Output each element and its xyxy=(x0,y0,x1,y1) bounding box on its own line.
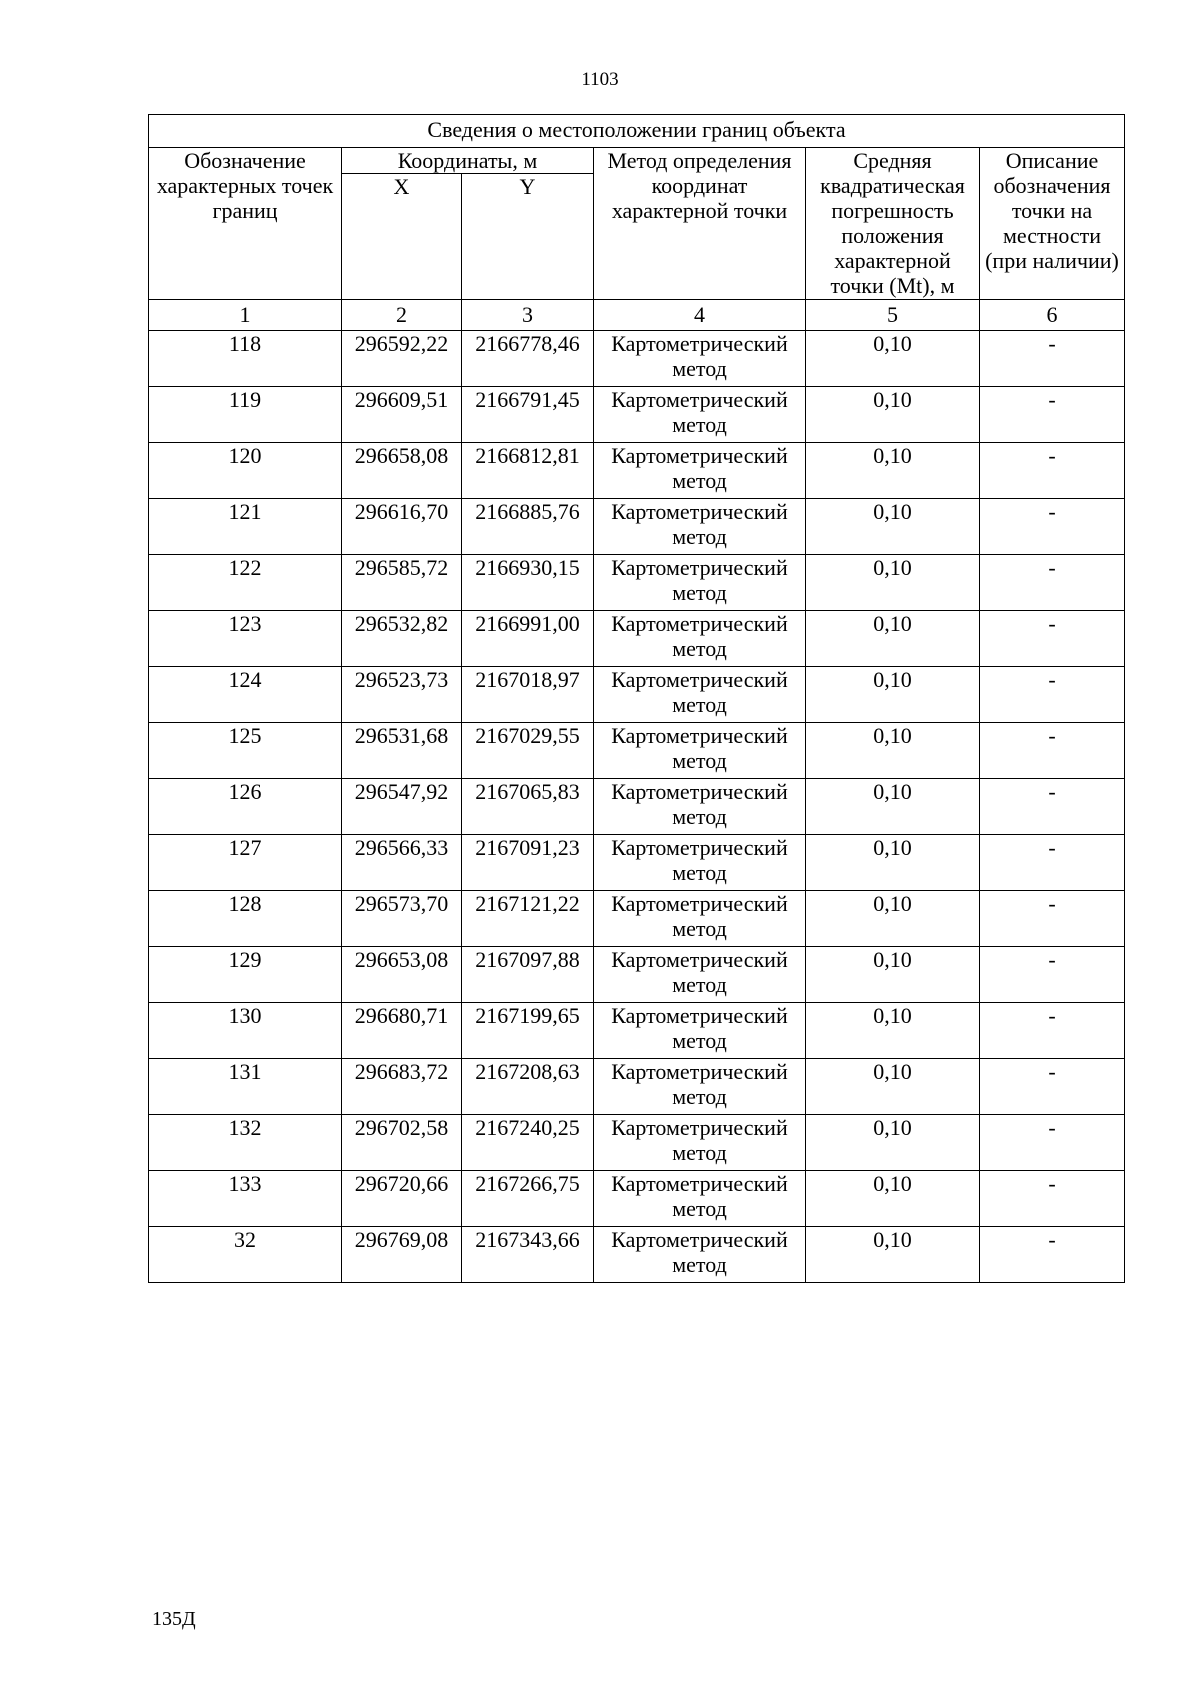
cell-x: 296532,82 xyxy=(342,611,462,667)
cell-error: 0,10 xyxy=(806,891,980,947)
cell-method: Картометрический метод xyxy=(594,499,806,555)
cell-method: Картометрический метод xyxy=(594,891,806,947)
cell-error: 0,10 xyxy=(806,1115,980,1171)
cell-x: 296653,08 xyxy=(342,947,462,1003)
cell-error: 0,10 xyxy=(806,1059,980,1115)
header-description: Описание обозначения точки на местности (при наличии) xyxy=(980,148,1125,300)
column-numbers-row xyxy=(149,300,1125,331)
cell-description: - xyxy=(980,1227,1125,1283)
table-row xyxy=(149,387,1125,443)
header-coordinates: Координаты, м xyxy=(342,148,594,174)
cell-error: 0,10 xyxy=(806,835,980,891)
cell-method: Картометрический метод xyxy=(594,387,806,443)
table-row xyxy=(149,1227,1125,1283)
cell-point: 128 xyxy=(149,891,342,947)
cell-point: 32 xyxy=(149,1227,342,1283)
cell-x: 296573,70 xyxy=(342,891,462,947)
header-x: X xyxy=(342,174,462,300)
cell-point: 133 xyxy=(149,1171,342,1227)
cell-x: 296658,08 xyxy=(342,443,462,499)
cell-error: 0,10 xyxy=(806,723,980,779)
cell-method: Картометрический метод xyxy=(594,835,806,891)
cell-x: 296566,33 xyxy=(342,835,462,891)
cell-y: 2167240,25 xyxy=(462,1115,594,1171)
cell-error: 0,10 xyxy=(806,499,980,555)
cell-point: 131 xyxy=(149,1059,342,1115)
cell-description: - xyxy=(980,331,1125,387)
cell-description: - xyxy=(980,667,1125,723)
cell-y: 2166930,15 xyxy=(462,555,594,611)
column-number: 2 xyxy=(342,300,462,331)
header-error: Средняя квадратическая погрешность положения характерной точки (Mt), м xyxy=(806,148,980,300)
cell-error: 0,10 xyxy=(806,1003,980,1059)
cell-point: 121 xyxy=(149,499,342,555)
column-number: 6 xyxy=(980,300,1125,331)
cell-y: 2166812,81 xyxy=(462,443,594,499)
page-number: 1103 xyxy=(581,69,619,90)
table-row xyxy=(149,1115,1125,1171)
header-point-designation: Обозначение характерных точек границ xyxy=(149,148,342,300)
cell-description: - xyxy=(980,779,1125,835)
column-number: 1 xyxy=(149,300,342,331)
cell-x: 296720,66 xyxy=(342,1171,462,1227)
table-row xyxy=(149,891,1125,947)
cell-point: 132 xyxy=(149,1115,342,1171)
cell-description: - xyxy=(980,1003,1125,1059)
cell-point: 125 xyxy=(149,723,342,779)
cell-y: 2167091,23 xyxy=(462,835,594,891)
cell-method: Картометрический метод xyxy=(594,667,806,723)
cell-description: - xyxy=(980,1115,1125,1171)
cell-description: - xyxy=(980,443,1125,499)
table-row xyxy=(149,947,1125,1003)
cell-point: 123 xyxy=(149,611,342,667)
cell-y: 2167097,88 xyxy=(462,947,594,1003)
cell-y: 2167065,83 xyxy=(462,779,594,835)
cell-point: 124 xyxy=(149,667,342,723)
cell-x: 296680,71 xyxy=(342,1003,462,1059)
cell-description: - xyxy=(980,947,1125,1003)
cell-method: Картометрический метод xyxy=(594,443,806,499)
cell-method: Картометрический метод xyxy=(594,1171,806,1227)
cell-x: 296592,22 xyxy=(342,331,462,387)
table-row xyxy=(149,443,1125,499)
cell-x: 296702,58 xyxy=(342,1115,462,1171)
cell-x: 296683,72 xyxy=(342,1059,462,1115)
cell-y: 2167199,65 xyxy=(462,1003,594,1059)
cell-description: - xyxy=(980,723,1125,779)
cell-error: 0,10 xyxy=(806,667,980,723)
cell-y: 2166778,46 xyxy=(462,331,594,387)
cell-point: 129 xyxy=(149,947,342,1003)
table-row xyxy=(149,1059,1125,1115)
document-code: 135Д xyxy=(152,1608,196,1630)
header-y: Y xyxy=(462,174,594,300)
cell-method: Картометрический метод xyxy=(594,723,806,779)
cell-y: 2166885,76 xyxy=(462,499,594,555)
cell-y: 2167121,22 xyxy=(462,891,594,947)
cell-error: 0,10 xyxy=(806,1227,980,1283)
table-row xyxy=(149,1003,1125,1059)
cell-y: 2167208,63 xyxy=(462,1059,594,1115)
cell-error: 0,10 xyxy=(806,611,980,667)
table-row xyxy=(149,611,1125,667)
table-row xyxy=(149,499,1125,555)
cell-y: 2167343,66 xyxy=(462,1227,594,1283)
cell-point: 120 xyxy=(149,443,342,499)
table-row xyxy=(149,555,1125,611)
cell-method: Картометрический метод xyxy=(594,947,806,1003)
table-title: Сведения о местоположении границ объекта xyxy=(149,115,1125,148)
cell-point: 126 xyxy=(149,779,342,835)
cell-point: 127 xyxy=(149,835,342,891)
cell-error: 0,10 xyxy=(806,555,980,611)
cell-method: Картометрический метод xyxy=(594,555,806,611)
cell-point: 130 xyxy=(149,1003,342,1059)
cell-description: - xyxy=(980,891,1125,947)
cell-error: 0,10 xyxy=(806,947,980,1003)
cell-y: 2166791,45 xyxy=(462,387,594,443)
cell-description: - xyxy=(980,611,1125,667)
column-number: 4 xyxy=(594,300,806,331)
cell-description: - xyxy=(980,387,1125,443)
table-row xyxy=(149,331,1125,387)
cell-method: Картометрический метод xyxy=(594,1115,806,1171)
cell-description: - xyxy=(980,499,1125,555)
cell-point: 119 xyxy=(149,387,342,443)
cell-description: - xyxy=(980,1059,1125,1115)
cell-method: Картометрический метод xyxy=(594,1003,806,1059)
cell-x: 296531,68 xyxy=(342,723,462,779)
column-number: 5 xyxy=(806,300,980,331)
column-number: 3 xyxy=(462,300,594,331)
cell-x: 296547,92 xyxy=(342,779,462,835)
cell-x: 296616,70 xyxy=(342,499,462,555)
cell-method: Картометрический метод xyxy=(594,779,806,835)
table-row xyxy=(149,835,1125,891)
table-row xyxy=(149,723,1125,779)
cell-x: 296585,72 xyxy=(342,555,462,611)
cell-error: 0,10 xyxy=(806,1171,980,1227)
cell-y: 2166991,00 xyxy=(462,611,594,667)
cell-x: 296523,73 xyxy=(342,667,462,723)
cell-method: Картометрический метод xyxy=(594,1227,806,1283)
cell-y: 2167018,97 xyxy=(462,667,594,723)
cell-description: - xyxy=(980,555,1125,611)
cell-error: 0,10 xyxy=(806,779,980,835)
cell-method: Картометрический метод xyxy=(594,331,806,387)
table-row xyxy=(149,779,1125,835)
cell-point: 122 xyxy=(149,555,342,611)
cell-x: 296609,51 xyxy=(342,387,462,443)
table-row xyxy=(149,1171,1125,1227)
cell-description: - xyxy=(980,1171,1125,1227)
cell-method: Картометрический метод xyxy=(594,611,806,667)
cell-x: 296769,08 xyxy=(342,1227,462,1283)
cell-error: 0,10 xyxy=(806,443,980,499)
cell-error: 0,10 xyxy=(806,331,980,387)
cell-method: Картометрический метод xyxy=(594,1059,806,1115)
boundary-coordinates-table xyxy=(148,114,1125,1283)
cell-y: 2167266,75 xyxy=(462,1171,594,1227)
table-row xyxy=(149,667,1125,723)
header-method: Метод определения координат характерной точки xyxy=(594,148,806,300)
cell-error: 0,10 xyxy=(806,387,980,443)
cell-y: 2167029,55 xyxy=(462,723,594,779)
cell-point: 118 xyxy=(149,331,342,387)
cell-description: - xyxy=(980,835,1125,891)
